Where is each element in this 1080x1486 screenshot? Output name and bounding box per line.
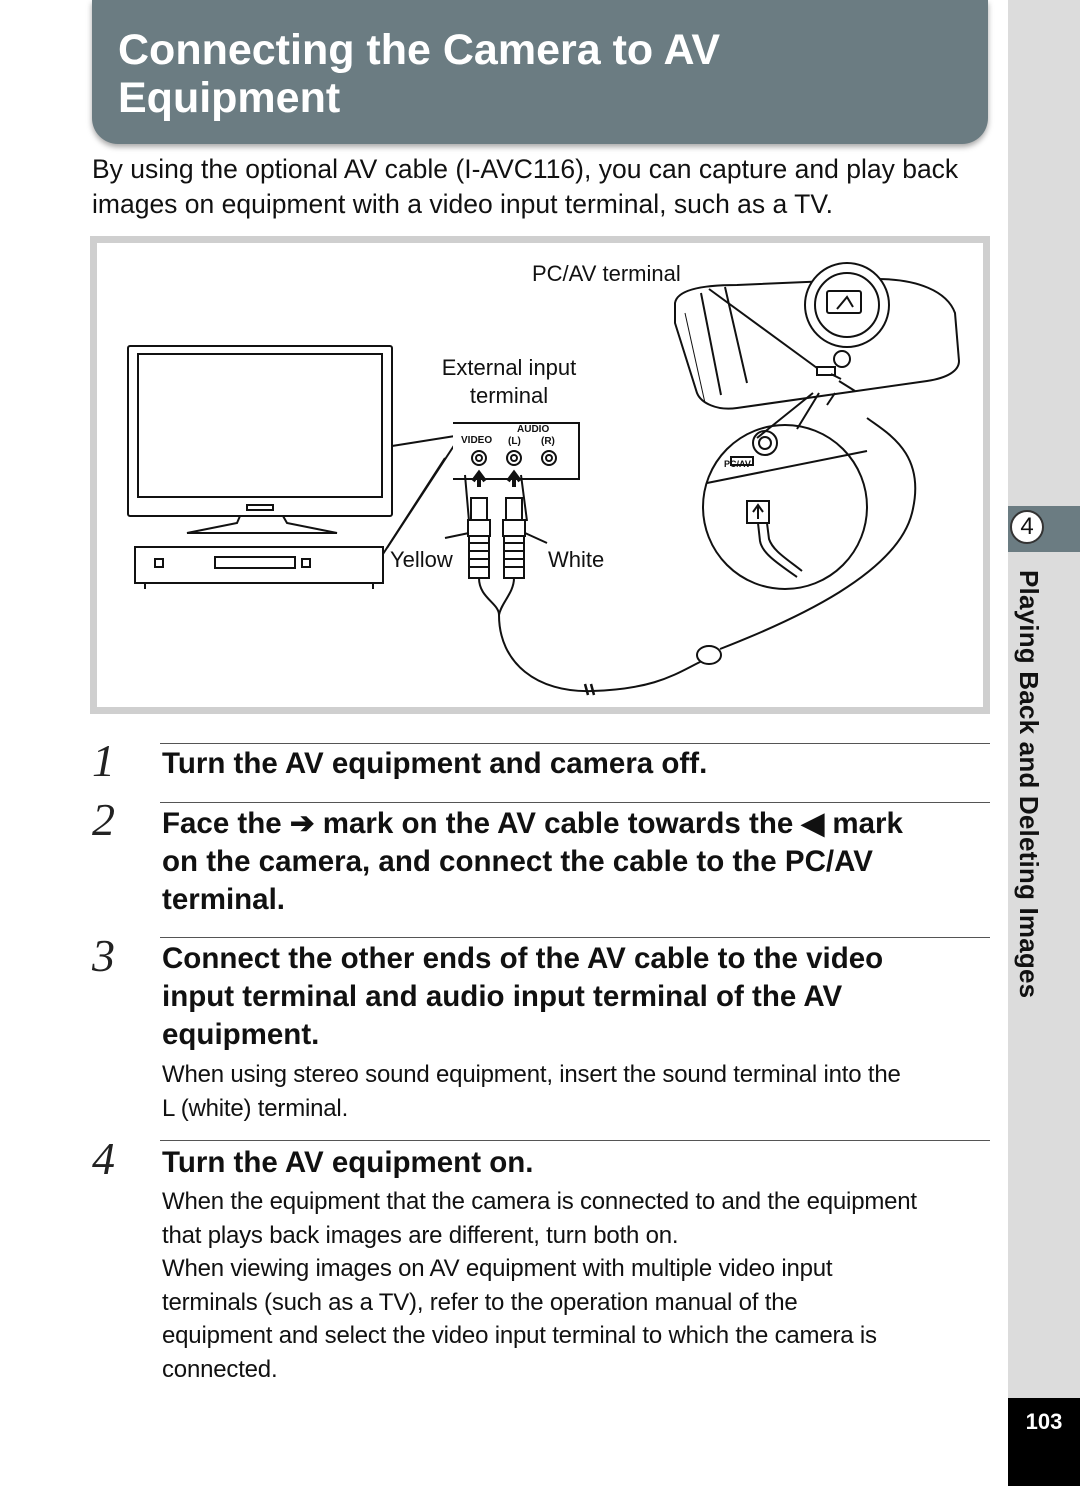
step-3-rule bbox=[160, 937, 990, 938]
step-4-body-line6: connected. bbox=[162, 1356, 278, 1383]
step-4-heading: Turn the AV equipment on. bbox=[162, 1146, 534, 1179]
step-3-heading-line3: equipment. bbox=[162, 1018, 320, 1051]
step-3-body-line1: When using stereo sound equipment, insert the sound terminal into the bbox=[162, 1061, 901, 1088]
step-4-body-line3: When viewing images on AV equipment with multiple video input bbox=[162, 1255, 833, 1282]
step-4-rule bbox=[160, 1140, 990, 1141]
step-3-heading-line2: input terminal and audio input terminal of the AV bbox=[162, 980, 843, 1013]
step-3-body-line2: L (white) terminal. bbox=[162, 1095, 349, 1122]
page-title: Connecting the Camera to AV Equipment bbox=[118, 26, 721, 122]
diagram-svg bbox=[97, 243, 983, 707]
step-2-heading-line2: on the camera, and connect the cable to the PC/AV bbox=[162, 845, 873, 878]
step-4-body-line1: When the equipment that the camera is connected to and the equipment bbox=[162, 1188, 917, 1215]
external-input-label-1: External input bbox=[441, 355, 577, 380]
left-jack-label: (L) bbox=[508, 436, 521, 447]
step-4-body-line5: equipment and select the video input terminal to which the camera is bbox=[162, 1322, 877, 1349]
connection-diagram bbox=[90, 236, 990, 714]
step-2-number: 2 bbox=[92, 794, 115, 845]
step-3-heading-line1: Connect the other ends of the AV cable to the video bbox=[162, 942, 884, 975]
player-illustration bbox=[135, 547, 383, 589]
title-banner bbox=[92, 0, 988, 144]
rca-plugs bbox=[445, 475, 547, 578]
step-2-rule bbox=[160, 802, 990, 803]
right-jack-label: (R) bbox=[541, 436, 555, 447]
chapter-number: 4 bbox=[1010, 510, 1044, 544]
tv-illustration bbox=[128, 346, 392, 533]
step-4-body-line4: terminals (such as a TV), refer to the operation manual of the bbox=[162, 1289, 798, 1316]
step-2-heading-line3: terminal. bbox=[162, 883, 285, 916]
audio-jack-label: AUDIO bbox=[517, 424, 550, 435]
intro-paragraph: By using the optional AV cable (I-AVC116), you can capture and play back images on equipment with a video input terminal, such as a TV. bbox=[92, 154, 959, 219]
camera-port-label: PC/AV bbox=[724, 459, 751, 469]
page-number: 103 bbox=[1008, 1398, 1080, 1486]
step-1-heading: Turn the AV equipment and camera off. bbox=[162, 747, 708, 780]
av-input-panel bbox=[453, 423, 579, 479]
step-3-number: 3 bbox=[92, 930, 115, 981]
external-input-label-2: terminal bbox=[469, 383, 549, 408]
video-jack-label: VIDEO bbox=[461, 435, 493, 446]
camera-illustration bbox=[675, 263, 959, 409]
step-4-number: 4 bbox=[92, 1133, 115, 1184]
white-plug-label: White bbox=[548, 547, 605, 572]
pc-av-terminal-label: PC/AV terminal bbox=[532, 261, 681, 286]
step-1-rule bbox=[160, 743, 990, 744]
zoom-detail bbox=[703, 393, 867, 589]
step-2-heading-line1: Face the ➔ mark on the AV cable towards the ◀ mark bbox=[162, 807, 903, 840]
yellow-plug-label: Yellow bbox=[390, 547, 453, 572]
step-1-number: 1 bbox=[92, 735, 115, 786]
step-4-body-line2: that plays back images are different, turn both on. bbox=[162, 1222, 679, 1249]
chapter-title: Playing Back and Deleting Images bbox=[1014, 570, 1044, 999]
